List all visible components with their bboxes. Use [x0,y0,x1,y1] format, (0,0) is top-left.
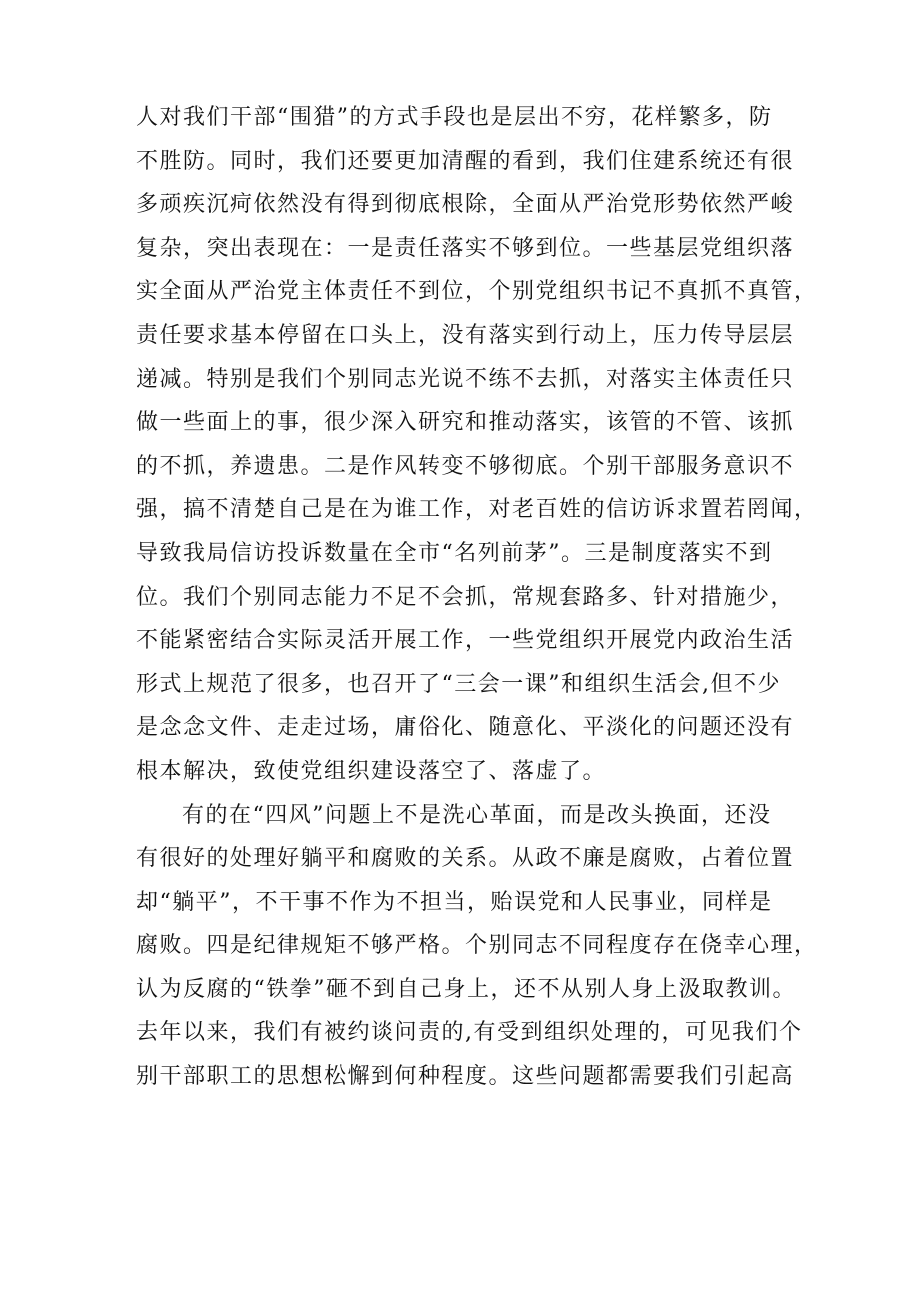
text-line: 复杂，突出表现在：一是责任落实不够到位。一些基层党组织落 [136,235,795,261]
text-line: 有很好的处理好躺平和腐败的关系。从政不廉是腐败，占着位置 [136,846,795,872]
text-line: 多顽疾沉疴依然没有得到彻底根除，全面从严治党形势依然严峻 [136,192,795,218]
text-line: 是念念文件、走走过场，庸俗化、随意化、平淡化的问题还没有 [136,715,795,741]
text-line: 不胜防。同时，我们还要更加清醒的看到，我们住建系统还有很 [136,148,795,174]
text-line: 递减。特别是我们个别同志光说不练不去抓，对落实主体责任只 [136,366,795,392]
text-line: 的不抓，养遗患。二是作风转变不够彻底。个别干部服务意识不 [136,453,795,479]
text-line: 位。我们个别同志能力不足不会抓，常规套路多、针对措施少， [136,584,795,610]
text-line: 不能紧密结合实际灵活开展工作，一些党组织开展党内政治生活 [136,628,795,654]
text-line: 责任要求基本停留在口头上，没有落实到行动上，压力传导层层 [136,322,795,348]
text-line: 人对我们干部“围猎”的方式手段也是层出不穷，花样繁多，防 [136,105,773,130]
text-line: 别干部职工的思想松懈到何种程度。这些问题都需要我们引起高 [136,1064,795,1090]
text-line: 导致我局信访投诉数量在全市“名列前茅”。三是制度落实不到 [136,540,773,566]
text-line: 认为反腐的“铁拳”砸不到自己身上，还不从别人身上汲取教训。 [136,976,796,1002]
text-line: 根本解决，致使党组织建设落空了、落虚了。 [136,758,607,784]
text-line: 做一些面上的事，很少深入研究和推动落实，该管的不管、该抓 [136,410,795,436]
text-line: 腐败。四是纪律规矩不够严格。个别同志不同程度存在侥幸心理， [136,933,818,959]
text-line: 强，搞不清楚自己是在为谁工作，对老百姓的信访诉求置若罔闻， [136,497,818,523]
text-line: 形式上规范了很多，也召开了“三会一课”和组织生活会,但不少 [136,671,781,697]
text-line: 却“躺平”，不干事不作为不担当，贻误党和人民事业，同样是 [136,889,773,915]
body-text [136,96,818,1099]
text-line: 实全面从严治党主体责任不到位，个别党组织书记不真抓不真管， [136,279,818,305]
text-line: 去年以来，我们有被约谈问责的,有受到组织处理的，可见我们个 [136,1020,803,1046]
paragraph-start-line: 有的在“四风”问题上不是洗心革面，而是改头换面，还没 [182,802,772,828]
